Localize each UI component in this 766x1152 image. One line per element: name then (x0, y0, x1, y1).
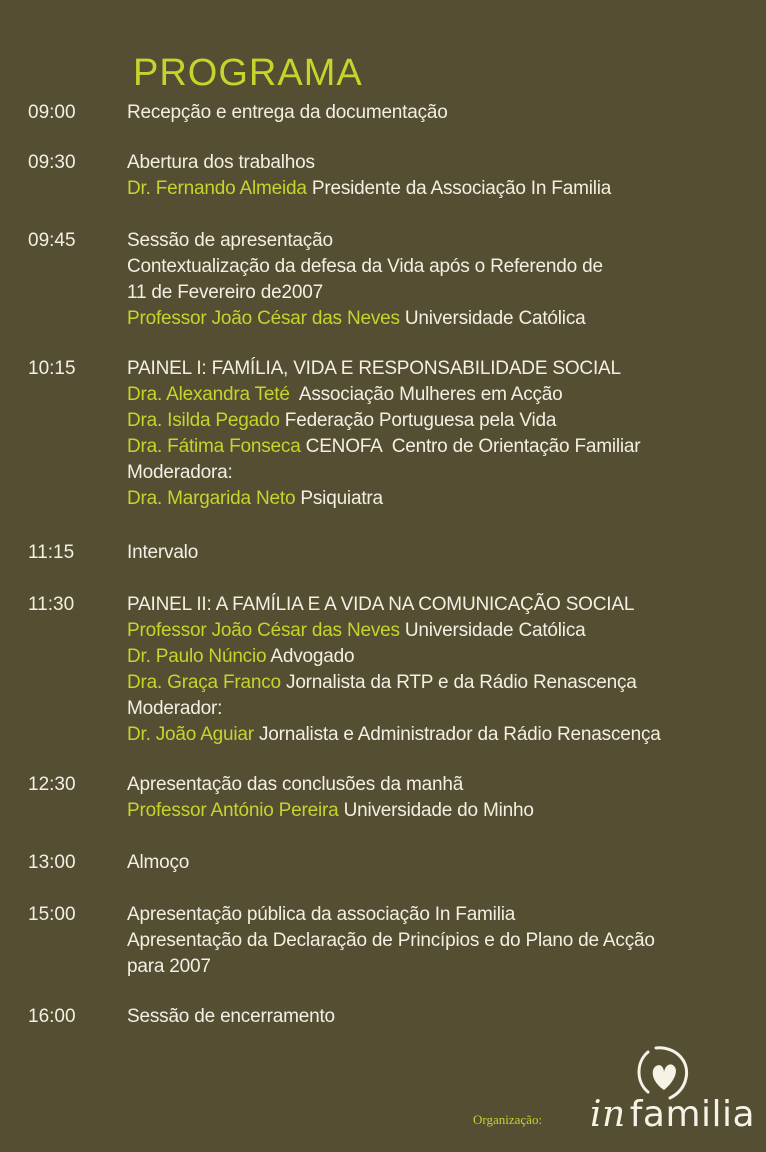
agenda-text: PAINEL I: FAMÍLIA, VIDA E RESPONSABILIDADE SOCIAL (127, 358, 621, 379)
speaker-affiliation: Universidade do Minho (338, 800, 534, 821)
agenda-details (127, 902, 655, 980)
agenda-details (127, 772, 534, 824)
heart-in-circle-icon (634, 1046, 694, 1100)
agenda-time: 11:30 (28, 594, 75, 615)
speaker-name: Dr. João Aguiar (127, 724, 254, 745)
infamilia-logo (590, 1094, 755, 1135)
agenda-details (127, 1004, 335, 1030)
agenda-text: Moderador: (127, 698, 223, 719)
agenda-line (127, 644, 661, 670)
agenda-line (127, 228, 603, 254)
agenda-line (127, 434, 640, 460)
speaker-affiliation: Jornalista da RTP e da Rádio Renascença (280, 672, 637, 693)
agenda-time: 16:00 (28, 1006, 76, 1027)
agenda-text: Recepção e entrega da documentação (127, 102, 448, 123)
logo-name: familia (629, 1094, 756, 1135)
agenda-text: Apresentação pública da associação In Familia (127, 904, 516, 925)
speaker-name: Dra. Isilda Pegado (127, 410, 280, 431)
agenda-line (127, 382, 640, 408)
speaker-affiliation: Universidade Católica (399, 308, 586, 329)
speaker-name: Professor João César das Neves (127, 308, 400, 329)
speaker-affiliation: CENOFA Centro de Orientação Familiar (300, 436, 641, 457)
agenda-line (127, 460, 640, 486)
speaker-name: Dr. Fernando Almeida (127, 178, 307, 199)
agenda-details (127, 228, 603, 332)
speaker-affiliation: Advogado (266, 646, 355, 667)
agenda-details (127, 100, 448, 126)
agenda-text: Sessão de encerramento (127, 1006, 335, 1027)
agenda-line (127, 306, 603, 332)
agenda-line (127, 722, 661, 748)
agenda-details (127, 850, 189, 876)
agenda-time: 11:15 (28, 542, 75, 563)
agenda-details (127, 356, 640, 512)
agenda-line (127, 618, 661, 644)
agenda-line (127, 150, 611, 176)
speaker-affiliation: Psiquiatra (295, 488, 383, 509)
page-title: PROGRAMA (133, 52, 363, 94)
agenda-text: Abertura dos trabalhos (127, 152, 315, 173)
speaker-affiliation: Jornalista e Administrador da Rádio Renascença (253, 724, 661, 745)
agenda-text: para 2007 (127, 956, 211, 977)
agenda-time: 15:00 (28, 904, 76, 925)
agenda-text: Moderadora: (127, 462, 233, 483)
agenda-line (127, 408, 640, 434)
agenda-line (127, 100, 448, 126)
agenda-text: 11 de Fevereiro de2007 (127, 282, 323, 303)
agenda-line (127, 850, 189, 876)
agenda-line (127, 954, 655, 980)
speaker-name: Dra. Fátima Fonseca (127, 436, 301, 457)
agenda-details (127, 592, 661, 748)
agenda-line (127, 798, 534, 824)
agenda-text: Apresentação das conclusões da manhã (127, 774, 464, 795)
speaker-name: Dr. Paulo Núncio (127, 646, 267, 667)
agenda-line (127, 902, 655, 928)
speaker-name: Dra. Margarida Neto (127, 488, 296, 509)
agenda-details (127, 540, 198, 566)
agenda-line (127, 356, 640, 382)
agenda-line (127, 772, 534, 798)
agenda-time: 09:45 (28, 230, 76, 251)
agenda-text: Contextualização da defesa da Vida após o Referendo de (127, 256, 603, 277)
agenda-time: 10:15 (28, 358, 76, 379)
agenda-line (127, 696, 661, 722)
organization-label: Organização: (473, 1112, 543, 1127)
agenda-line (127, 176, 611, 202)
agenda-line (127, 486, 640, 512)
speaker-name: Professor João César das Neves (127, 620, 400, 641)
agenda-text: PAINEL II: A FAMÍLIA E A VIDA NA COMUNICAÇÃO SOCIAL (127, 594, 635, 615)
speaker-name: Professor António Pereira (127, 800, 339, 821)
agenda-line (127, 928, 655, 954)
agenda-time: 09:00 (28, 102, 76, 123)
agenda-time: 09:30 (28, 152, 76, 173)
agenda-details (127, 150, 611, 202)
agenda-text: Intervalo (127, 542, 199, 563)
agenda-text: Apresentação da Declaração de Princípios e do Plano de Acção (127, 930, 655, 951)
logo-prefix: in (590, 1094, 626, 1135)
agenda-time: 12:30 (28, 774, 76, 795)
speaker-affiliation: Universidade Católica (399, 620, 586, 641)
agenda-line (127, 670, 661, 696)
agenda-line (127, 280, 603, 306)
agenda-line (127, 540, 198, 566)
speaker-affiliation: Associação Mulheres em Acção (289, 384, 563, 405)
speaker-name: Dra. Alexandra Teté (127, 384, 290, 405)
speaker-affiliation: Presidente da Associação In Familia (306, 178, 612, 199)
agenda-line (127, 254, 603, 280)
agenda-text: Almoço (127, 852, 190, 873)
speaker-name: Dra. Graça Franco (127, 672, 281, 693)
agenda-line (127, 592, 661, 618)
agenda-line (127, 1004, 335, 1030)
agenda-time: 13:00 (28, 852, 76, 873)
speaker-affiliation: Federação Portuguesa pela Vida (279, 410, 557, 431)
agenda-text: Sessão de apresentação (127, 230, 333, 251)
